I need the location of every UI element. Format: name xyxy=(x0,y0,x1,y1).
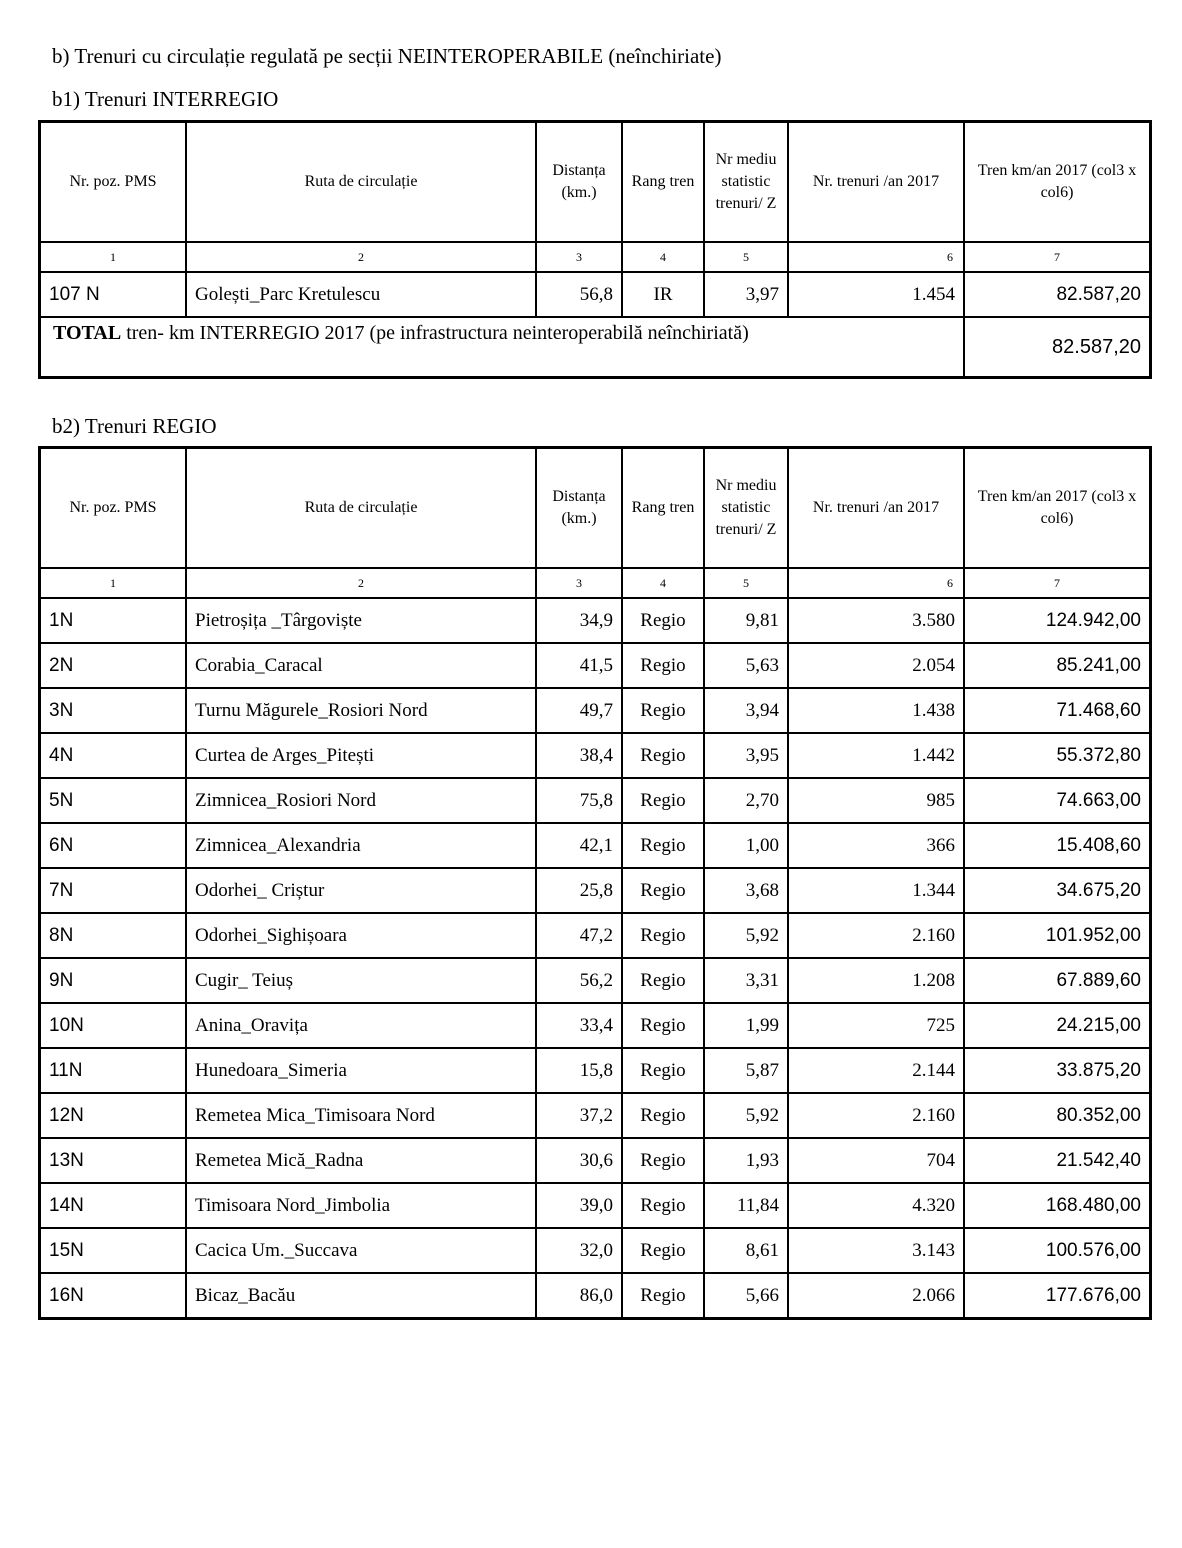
cell-avg: 3,97 xyxy=(704,272,788,317)
cell-rang: Regio xyxy=(622,598,704,643)
column-header-dist: Distanța (km.) xyxy=(536,448,622,568)
cell-route: Timisoara Nord_Jimbolia xyxy=(186,1183,536,1228)
cell-trains: 1.344 xyxy=(788,868,964,913)
cell-rang: Regio xyxy=(622,913,704,958)
cell-pos: 7N xyxy=(40,868,186,913)
cell-route: Odorhei_ Criștur xyxy=(186,868,536,913)
cell-route: Zimnicea_Rosiori Nord xyxy=(186,778,536,823)
table-row xyxy=(40,1003,1150,1048)
cell-route: Anina_Oravița xyxy=(186,1003,536,1048)
cell-route: Pietroșița _Târgoviște xyxy=(186,598,536,643)
cell-trains: 985 xyxy=(788,778,964,823)
cell-avg: 1,93 xyxy=(704,1138,788,1183)
cell-route: Cacica Um._Succava xyxy=(186,1228,536,1273)
cell-trains: 3.580 xyxy=(788,598,964,643)
column-header-dist: Distanța (km.) xyxy=(536,122,622,242)
cell-avg: 5,92 xyxy=(704,1093,788,1138)
cell-avg: 5,63 xyxy=(704,643,788,688)
cell-pos: 14N xyxy=(40,1183,186,1228)
column-number: 6 xyxy=(788,568,964,598)
column-number: 1 xyxy=(40,242,186,272)
column-header-pos: Nr. poz. PMS xyxy=(40,122,186,242)
cell-trains: 725 xyxy=(788,1003,964,1048)
cell-km: 33.875,20 xyxy=(964,1048,1150,1093)
column-header-route: Ruta de circulație xyxy=(186,448,536,568)
table-row xyxy=(40,1138,1150,1183)
cell-rang: Regio xyxy=(622,1273,704,1318)
column-header-route: Ruta de circulație xyxy=(186,122,536,242)
cell-pos: 4N xyxy=(40,733,186,778)
table-row xyxy=(40,1183,1150,1228)
cell-trains: 2.160 xyxy=(788,913,964,958)
cell-trains: 366 xyxy=(788,823,964,868)
cell-avg: 9,81 xyxy=(704,598,788,643)
cell-km: 80.352,00 xyxy=(964,1093,1150,1138)
cell-km: 168.480,00 xyxy=(964,1183,1150,1228)
column-number-row xyxy=(40,242,1150,272)
cell-rang: Regio xyxy=(622,733,704,778)
table-row xyxy=(40,272,1150,317)
cell-km: 71.468,60 xyxy=(964,688,1150,733)
column-number: 4 xyxy=(622,568,704,598)
cell-route: Golești_Parc Kretulescu xyxy=(186,272,536,317)
table-row xyxy=(40,1273,1150,1318)
cell-route: Remetea Mică_Radna xyxy=(186,1138,536,1183)
cell-pos: 13N xyxy=(40,1138,186,1183)
cell-pos: 107 N xyxy=(40,272,186,317)
table-row xyxy=(40,1228,1150,1273)
cell-km: 21.542,40 xyxy=(964,1138,1150,1183)
total-row xyxy=(40,317,1150,377)
cell-pos: 9N xyxy=(40,958,186,1003)
cell-dist: 25,8 xyxy=(536,868,622,913)
cell-dist: 86,0 xyxy=(536,1273,622,1318)
cell-dist: 49,7 xyxy=(536,688,622,733)
cell-dist: 15,8 xyxy=(536,1048,622,1093)
table-row xyxy=(40,733,1150,778)
cell-pos: 5N xyxy=(40,778,186,823)
cell-km: 101.952,00 xyxy=(964,913,1150,958)
cell-rang: Regio xyxy=(622,1048,704,1093)
cell-rang: IR xyxy=(622,272,704,317)
cell-pos: 11N xyxy=(40,1048,186,1093)
section-b-title: b) Trenuri cu circulație regulată pe secții NEINTEROPERABILE (neînchiriate) xyxy=(52,44,722,68)
table-row xyxy=(40,778,1150,823)
table-row xyxy=(40,913,1150,958)
cell-pos: 6N xyxy=(40,823,186,868)
column-header-rang: Rang tren xyxy=(622,448,704,568)
cell-trains: 2.066 xyxy=(788,1273,964,1318)
cell-trains: 4.320 xyxy=(788,1183,964,1228)
total-label-text: tren- km INTERREGIO 2017 (pe infrastructura neinteroperabilă neînchiriată) xyxy=(121,322,749,344)
cell-rang: Regio xyxy=(622,778,704,823)
cell-km: 67.889,60 xyxy=(964,958,1150,1003)
column-header-trains: Nr. trenuri /an 2017 xyxy=(788,448,964,568)
interregio-table xyxy=(38,120,1152,379)
cell-dist: 39,0 xyxy=(536,1183,622,1228)
cell-km: 100.576,00 xyxy=(964,1228,1150,1273)
table-row xyxy=(40,1048,1150,1093)
table-row xyxy=(40,688,1150,733)
b1-title: b1) Trenuri INTERREGIO xyxy=(52,87,279,111)
cell-dist: 33,4 xyxy=(536,1003,622,1048)
cell-dist: 38,4 xyxy=(536,733,622,778)
table-row xyxy=(40,1093,1150,1138)
cell-km: 85.241,00 xyxy=(964,643,1150,688)
column-number: 2 xyxy=(186,568,536,598)
column-number: 5 xyxy=(704,242,788,272)
table-row xyxy=(40,958,1150,1003)
cell-trains: 1.438 xyxy=(788,688,964,733)
cell-dist: 34,9 xyxy=(536,598,622,643)
cell-trains: 1.454 xyxy=(788,272,964,317)
cell-route: Odorhei_Sighișoara xyxy=(186,913,536,958)
cell-dist: 56,2 xyxy=(536,958,622,1003)
cell-avg: 3,31 xyxy=(704,958,788,1003)
cell-rang: Regio xyxy=(622,1183,704,1228)
cell-trains: 3.143 xyxy=(788,1228,964,1273)
column-number: 7 xyxy=(964,568,1150,598)
column-header-km: Tren km/an 2017 (col3 x col6) xyxy=(964,448,1150,568)
regio-table xyxy=(38,446,1152,1320)
cell-pos: 1N xyxy=(40,598,186,643)
cell-rang: Regio xyxy=(622,823,704,868)
column-number: 3 xyxy=(536,242,622,272)
column-header-pos: Nr. poz. PMS xyxy=(40,448,186,568)
header-row xyxy=(40,122,1150,242)
cell-pos: 15N xyxy=(40,1228,186,1273)
cell-km: 34.675,20 xyxy=(964,868,1150,913)
cell-rang: Regio xyxy=(622,643,704,688)
cell-pos: 10N xyxy=(40,1003,186,1048)
total-label-bold: TOTAL xyxy=(53,322,122,344)
column-number: 2 xyxy=(186,242,536,272)
cell-km: 74.663,00 xyxy=(964,778,1150,823)
cell-dist: 42,1 xyxy=(536,823,622,868)
column-number: 1 xyxy=(40,568,186,598)
cell-route: Curtea de Arges_Pitești xyxy=(186,733,536,778)
cell-route: Cugir_ Teiuș xyxy=(186,958,536,1003)
column-number-row xyxy=(40,568,1150,598)
cell-avg: 8,61 xyxy=(704,1228,788,1273)
cell-pos: 2N xyxy=(40,643,186,688)
cell-avg: 5,66 xyxy=(704,1273,788,1318)
cell-rang: Regio xyxy=(622,1228,704,1273)
table-row xyxy=(40,823,1150,868)
total-value: 82.587,20 xyxy=(964,317,1150,377)
cell-dist: 30,6 xyxy=(536,1138,622,1183)
cell-rang: Regio xyxy=(622,868,704,913)
cell-route: Hunedoara_Simeria xyxy=(186,1048,536,1093)
cell-dist: 75,8 xyxy=(536,778,622,823)
cell-pos: 16N xyxy=(40,1273,186,1318)
column-number: 7 xyxy=(964,242,1150,272)
column-number: 6 xyxy=(788,242,964,272)
cell-dist: 37,2 xyxy=(536,1093,622,1138)
cell-trains: 1.442 xyxy=(788,733,964,778)
cell-km: 15.408,60 xyxy=(964,823,1150,868)
column-header-km: Tren km/an 2017 (col3 x col6) xyxy=(964,122,1150,242)
cell-trains: 704 xyxy=(788,1138,964,1183)
cell-km: 177.676,00 xyxy=(964,1273,1150,1318)
cell-dist: 41,5 xyxy=(536,643,622,688)
cell-rang: Regio xyxy=(622,1093,704,1138)
cell-avg: 3,68 xyxy=(704,868,788,913)
cell-rang: Regio xyxy=(622,688,704,733)
cell-route: Bicaz_Bacău xyxy=(186,1273,536,1318)
cell-route: Remetea Mica_Timisoara Nord xyxy=(186,1093,536,1138)
cell-avg: 11,84 xyxy=(704,1183,788,1228)
cell-avg: 2,70 xyxy=(704,778,788,823)
cell-route: Corabia_Caracal xyxy=(186,643,536,688)
cell-avg: 3,95 xyxy=(704,733,788,778)
cell-avg: 1,99 xyxy=(704,1003,788,1048)
cell-km: 24.215,00 xyxy=(964,1003,1150,1048)
b2-title: b2) Trenuri REGIO xyxy=(52,414,217,438)
cell-avg: 5,92 xyxy=(704,913,788,958)
cell-pos: 8N xyxy=(40,913,186,958)
table-row xyxy=(40,598,1150,643)
column-number: 4 xyxy=(622,242,704,272)
cell-rang: Regio xyxy=(622,1003,704,1048)
table-row xyxy=(40,643,1150,688)
cell-dist: 47,2 xyxy=(536,913,622,958)
cell-trains: 2.144 xyxy=(788,1048,964,1093)
cell-km: 82.587,20 xyxy=(964,272,1150,317)
cell-km: 124.942,00 xyxy=(964,598,1150,643)
cell-dist: 32,0 xyxy=(536,1228,622,1273)
header-row xyxy=(40,448,1150,568)
cell-avg: 1,00 xyxy=(704,823,788,868)
column-header-trains: Nr. trenuri /an 2017 xyxy=(788,122,964,242)
column-number: 3 xyxy=(536,568,622,598)
table-row xyxy=(40,868,1150,913)
cell-route: Turnu Măgurele_Rosiori Nord xyxy=(186,688,536,733)
cell-km: 55.372,80 xyxy=(964,733,1150,778)
cell-trains: 2.054 xyxy=(788,643,964,688)
cell-trains: 1.208 xyxy=(788,958,964,1003)
cell-pos: 12N xyxy=(40,1093,186,1138)
total-label xyxy=(40,317,964,377)
column-header-avg: Nr mediu statistic trenuri/ Z xyxy=(704,448,788,568)
cell-avg: 3,94 xyxy=(704,688,788,733)
column-number: 5 xyxy=(704,568,788,598)
column-header-avg: Nr mediu statistic trenuri/ Z xyxy=(704,122,788,242)
cell-rang: Regio xyxy=(622,958,704,1003)
cell-avg: 5,87 xyxy=(704,1048,788,1093)
cell-route: Zimnicea_Alexandria xyxy=(186,823,536,868)
cell-trains: 2.160 xyxy=(788,1093,964,1138)
cell-dist: 56,8 xyxy=(536,272,622,317)
cell-rang: Regio xyxy=(622,1138,704,1183)
cell-pos: 3N xyxy=(40,688,186,733)
column-header-rang: Rang tren xyxy=(622,122,704,242)
